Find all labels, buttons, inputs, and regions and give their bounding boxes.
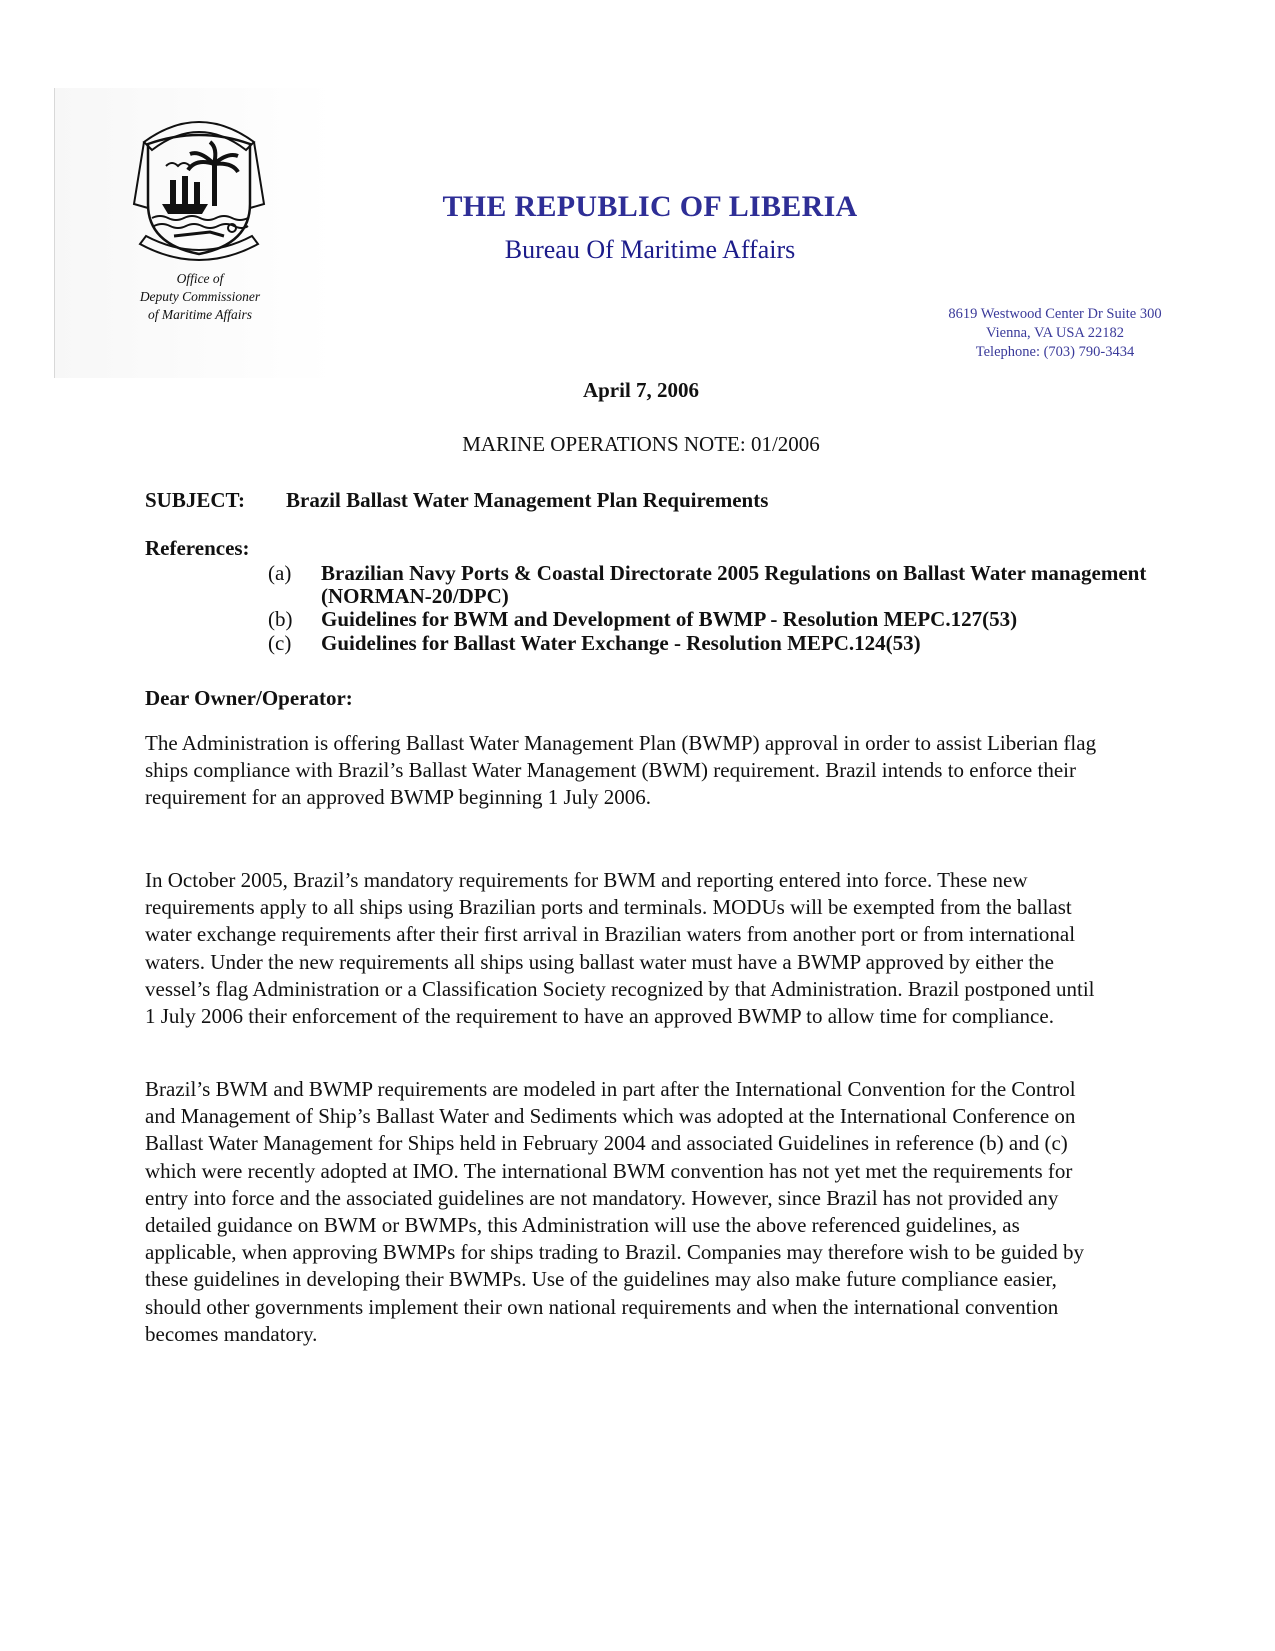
- subject-line: [145, 488, 768, 513]
- letterhead-subtitle: Bureau Of Maritime Affairs: [504, 235, 796, 264]
- note-title: MARINE OPERATIONS NOTE: 01/2006: [462, 432, 820, 456]
- office-caption: [110, 270, 290, 324]
- address-line: Vienna, VA USA 22182: [986, 325, 1124, 341]
- reference-text: Brazilian Navy Ports & Coastal Directorate 2005 Regulations on Ballast Water management (NORMAN-20/DPC): [321, 561, 1147, 608]
- salutation: Dear Owner/Operator:: [145, 686, 353, 710]
- address-line: 8619 Westwood Center Dr Suite 300: [948, 306, 1162, 322]
- body-paragraph: In October 2005, Brazil’s mandatory requirements for BWM and reporting entered into force. These new requirements apply to all ships using Brazilian ports and terminals. MODUs will be exempted from the ballast water exchange requirements after their first arrival in Brazilian waters from another port or from international waters. Under the new requirements all ships using ballast water must have a BWMP approved by either the vessel’s flag Administration or a Classification Society recognized by that Administration. Brazil postponed until 1 July 2006 their enforcement of the requirement to have an approved BWMP to allow time for compliance.: [145, 868, 1095, 1029]
- subject-text: Brazil Ballast Water Management Plan Requirements: [286, 488, 769, 512]
- body-paragraph: The Administration is offering Ballast Water Management Plan (BWMP) approval in order to assist Liberian flag ships compliance with Brazil’s Ballast Water Management (BWM) requirement. Brazil intends to enforce their requirement for an approved BWMP beginning 1 July 2006.: [145, 731, 1097, 810]
- reference-text: Guidelines for BWM and Development of BWMP - Resolution MEPC.127(53): [321, 607, 1018, 631]
- references-label: References:: [145, 536, 250, 560]
- office-line: of Maritime Affairs: [147, 307, 252, 322]
- reference-letter: (c): [268, 631, 292, 655]
- subject-label: SUBJECT:: [145, 488, 245, 512]
- address-block: [905, 305, 1205, 362]
- letterhead-title: THE REPUBLIC OF LIBERIA: [442, 190, 858, 223]
- reference-text: Guidelines for Ballast Water Exchange - Resolution MEPC.124(53): [321, 631, 921, 655]
- telephone-line: Telephone: (703) 790-3434: [975, 344, 1135, 360]
- body-paragraph: Brazil’s BWM and BWMP requirements are modeled in part after the International Convention for the Control and Management of Ship’s Ballast Water and Sediments which was adopted at the International Conference on Ballast Water Management for Ships held in February 2004 and associated Guidelines in reference (b) and (c) which were recently adopted at IMO. The international BWM convention has not yet met the requirements for entry into force and the associated guidelines are not mandatory. However, since Brazil has not provided any detailed guidance on BWM or BWMPs, this Administration will use the above referenced guidelines, as applicable, when approving BWMPs for ships trading to Brazil. Companies may therefore wish to be guided by these guidelines in developing their BWMPs. Use of the guidelines may also make future compliance easier, should other governments implement their own national requirements and when the international convention becomes mandatory.: [145, 1077, 1084, 1346]
- reference-letter: (a): [268, 561, 292, 585]
- reference-letter: (b): [268, 607, 293, 631]
- liberia-seal-icon: [126, 104, 272, 264]
- office-line: Deputy Commissioner: [139, 289, 261, 304]
- document-date: April 7, 2006: [582, 378, 700, 402]
- office-line: Office of: [176, 271, 224, 286]
